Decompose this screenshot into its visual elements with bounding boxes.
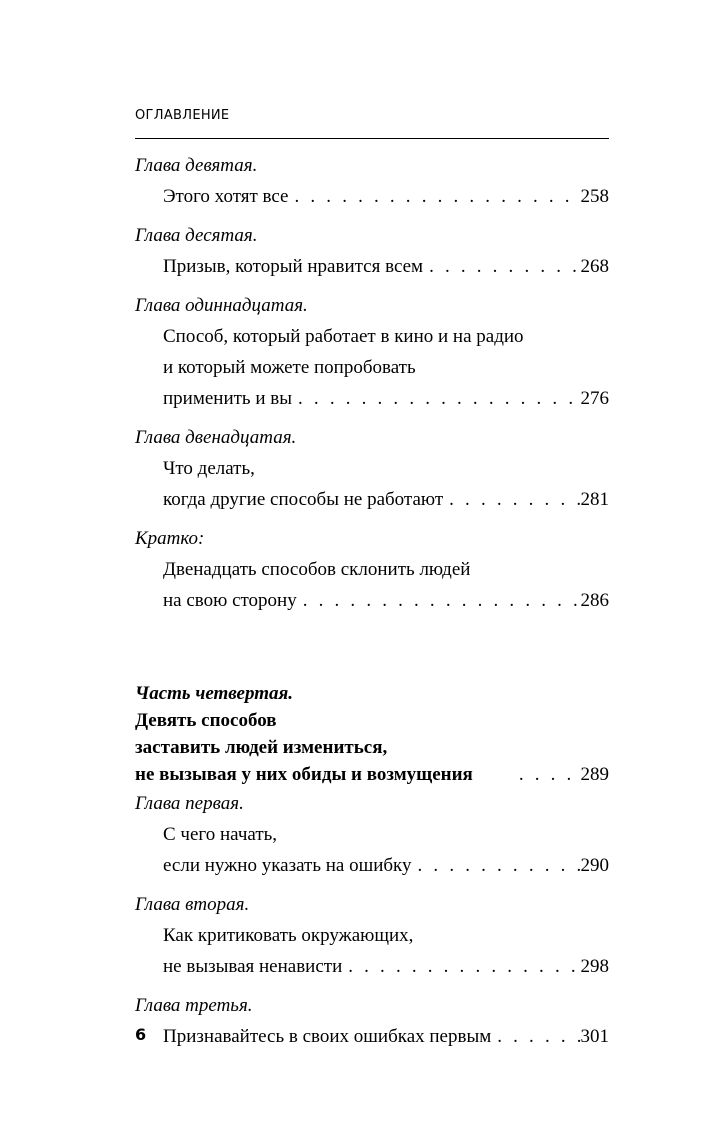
entry-last-line bbox=[135, 1021, 609, 1052]
table-of-contents bbox=[135, 150, 609, 1052]
entry-last-line bbox=[135, 484, 609, 515]
toc-entry[interactable] bbox=[135, 220, 609, 282]
page-number: 281 bbox=[580, 489, 609, 510]
entry-title-text: когда другие способы не работают bbox=[163, 489, 444, 510]
entry-title-text: Признавайтесь в своих ошибках первым bbox=[163, 1026, 492, 1047]
header-rule bbox=[135, 138, 609, 139]
chapter-label: Глава третья. bbox=[135, 995, 253, 1016]
toc-part-entry[interactable] bbox=[135, 680, 609, 788]
entry-title-line: Что делать, bbox=[163, 458, 255, 479]
chapter-label: Глава одиннадцатая. bbox=[135, 295, 308, 316]
dot-leader bbox=[342, 951, 580, 982]
entry-last-line bbox=[135, 181, 609, 212]
page-number: 301 bbox=[580, 1026, 609, 1047]
page-number: 268 bbox=[580, 256, 609, 277]
dot-leader bbox=[292, 383, 580, 414]
entry-title-text: не вызывая ненависти bbox=[163, 956, 343, 977]
chapter-label: Глава девятая. bbox=[135, 155, 258, 176]
running-header: ОГЛАВЛЕНИЕ bbox=[135, 108, 230, 123]
toc-entry[interactable] bbox=[135, 523, 609, 616]
chapter-label: Глава первая. bbox=[135, 793, 244, 814]
toc-entry[interactable] bbox=[135, 990, 609, 1052]
page-number: 289 bbox=[580, 764, 609, 785]
page-number: 276 bbox=[580, 388, 609, 409]
toc-entry[interactable] bbox=[135, 788, 609, 881]
entry-title-text: Призыв, который нравится всем bbox=[163, 256, 424, 277]
part-title-line: Девять способов bbox=[135, 710, 277, 731]
entry-title-line: Двенадцать способов склонить людей bbox=[163, 559, 471, 580]
entry-title-text: на свою сторону bbox=[163, 590, 297, 611]
part-title-line: заставить людей измениться, bbox=[135, 737, 388, 758]
entry-last-line bbox=[135, 585, 609, 616]
entry-last-line bbox=[135, 251, 609, 282]
entry-title-text: применить и вы bbox=[163, 388, 293, 409]
entry-title-line: Как критиковать окружающих, bbox=[163, 925, 414, 946]
page-number: 286 bbox=[580, 590, 609, 611]
entry-title-line: С чего начать, bbox=[163, 824, 278, 845]
toc-entry[interactable] bbox=[135, 889, 609, 982]
entry-title-line: Способ, который работает в кино и на радио bbox=[163, 326, 524, 347]
chapter-label: Глава двенадцатая. bbox=[135, 427, 297, 448]
toc-entry[interactable] bbox=[135, 150, 609, 212]
page-number: 258 bbox=[580, 186, 609, 207]
folio-page-number: 6 bbox=[135, 1025, 147, 1044]
toc-entry[interactable] bbox=[135, 422, 609, 515]
dot-leader bbox=[412, 850, 581, 881]
toc-chapters-top bbox=[135, 150, 609, 616]
toc-chapters-bottom bbox=[135, 788, 609, 1052]
entry-last-line bbox=[135, 951, 609, 982]
page-number: 290 bbox=[580, 855, 609, 876]
dot-leader bbox=[491, 1021, 580, 1052]
part-title-last-line bbox=[135, 761, 609, 788]
entry-title-line: и который можете попробовать bbox=[163, 357, 416, 378]
dot-leader bbox=[289, 181, 581, 212]
dot-leader bbox=[473, 761, 581, 788]
entry-last-line bbox=[135, 383, 609, 414]
entry-title-text: если нужно указать на ошибку bbox=[163, 855, 412, 876]
part-label: Часть четвертая. bbox=[135, 683, 294, 704]
chapter-label: Кратко: bbox=[135, 528, 205, 549]
dot-leader bbox=[297, 585, 581, 616]
part-title-text: не вызывая у них обиды и возмущения bbox=[135, 764, 473, 785]
chapter-label: Глава вторая. bbox=[135, 894, 250, 915]
entry-title-text: Этого хотят все bbox=[163, 186, 289, 207]
entry-last-line bbox=[135, 850, 609, 881]
chapter-label: Глава десятая. bbox=[135, 225, 258, 246]
dot-leader bbox=[423, 251, 580, 282]
page-number: 298 bbox=[580, 956, 609, 977]
dot-leader bbox=[443, 484, 580, 515]
toc-entry[interactable] bbox=[135, 290, 609, 414]
